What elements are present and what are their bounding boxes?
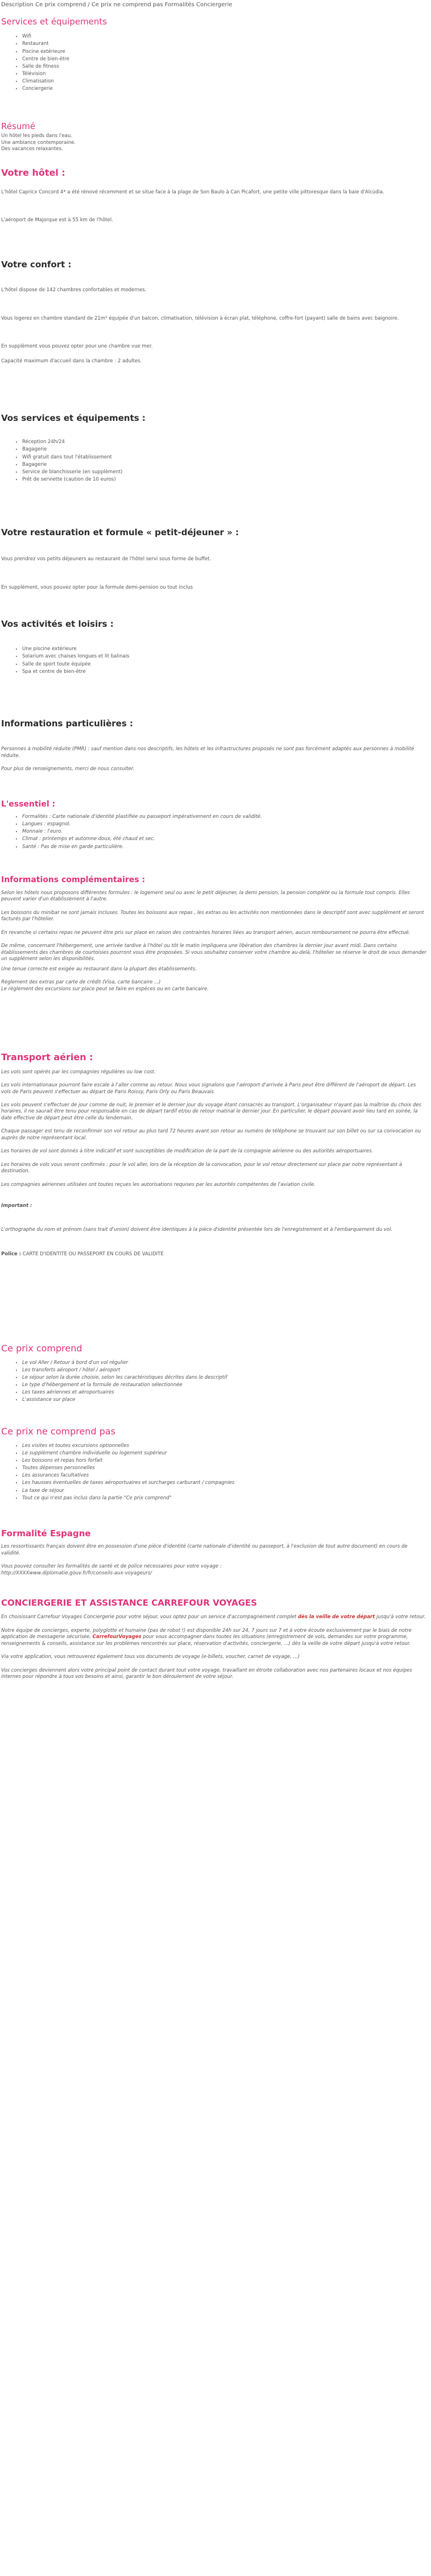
list-item: • La taxe de séjour — [22, 1487, 426, 1495]
essentiel-section — [1, 799, 426, 851]
transport-operators: Les vols sont opérés par les compagnies régulières ou low cost. — [1, 1069, 156, 1075]
resume-line: Des vacances relaxantes. — [1, 146, 63, 152]
vos-services-list — [1, 439, 426, 483]
confort-title: Votre confort : — [1, 259, 72, 270]
ne-comprend-section — [1, 1425, 426, 1502]
list-item: • Solarium avec chaises longues et lit balinais — [22, 653, 426, 660]
list-item: • Les hausses éventuelles de taxes aéroportuaires et surcharges carburant / compagnies — [22, 1479, 426, 1487]
confort-room-details: Vous logerez en chambre standard de 21m² équipée d'un balcon, climatisation, télévision à écran plat, téléphone, coffre-fort (payant) salle de bains avec baignoire. — [1, 315, 399, 321]
important-label: Important : — [1, 1203, 32, 1209]
conciergerie-documents: Via votre application, vous retrouverez également tous vos documents de voyage (e-billets, voucher, carnet de voyage, ...) — [1, 1654, 300, 1660]
complementaires-section — [1, 875, 426, 993]
conciergerie-contact: Vos concierges deviennent alors votre principal point de contact durant tout votre voyage, travaillant en étroite collaboration avec nos partenaires locaux et nos équipes internes pour répondre à tous vos besoins et ainsi, garantir le bon déroulement de votre séjour. — [1, 1667, 412, 1680]
complementaires-title: Informations complémentaires : — [1, 875, 146, 884]
confort-sea-view: En supplément vous pouvez opter pour une chambre vue mer. — [1, 344, 153, 350]
particulieres-title: Informations particulières : — [1, 718, 134, 729]
list-item: • Les transferts aéroport / hôtel / aéroport — [22, 1367, 426, 1374]
conciergerie-intro — [1, 1614, 426, 1620]
conciergerie-intro-c: jusqu'à votre retour. — [375, 1614, 426, 1620]
ne-comprend-list — [1, 1442, 426, 1502]
list-item: • Conciergerie — [22, 85, 426, 93]
complementaires-payment: Règlement des extras par carte de crédit (Visa, carte bancaire ...) — [1, 979, 161, 986]
conciergerie-team — [1, 1628, 426, 1647]
transport-authorizations: Les compagnies aériennes utilisées ont toutes reçues les autorisations requises par les autorités compétentes de l'aviation civile. — [1, 1181, 316, 1188]
list-item: • Climatisation — [22, 78, 426, 85]
list-item: • Le vol Aller / Retour à bord d'un vol régulier — [22, 1359, 426, 1367]
list-item: • L'assistance sur place — [22, 1396, 426, 1404]
list-item: • Salle de fitness — [22, 63, 426, 71]
list-item: • Restaurant — [22, 40, 426, 48]
formalite-section — [1, 1528, 426, 1577]
list-item: • Monnaie : l'euro. — [22, 828, 426, 836]
transport-reconfirm: Chaque passager est tenu de reconfirmer son vol retour au plus tard 72 heures avant son retour au numéro de téléphone se trouvant sur son billet ou sur sa convocation ou auprès de notre représentant local. — [1, 1128, 421, 1141]
restauration-section — [1, 527, 426, 591]
complementaires-dress-code: Une tenue correcte est exigée au restaurant dans la plupart des établissements. — [1, 966, 197, 972]
list-item: • Une piscine extérieure — [22, 646, 426, 653]
list-item: • Toutes dépenses personnelles — [22, 1465, 426, 1472]
restauration-title: Votre restauration et formule « petit-déjeuner » : — [1, 527, 239, 537]
transport-section — [1, 1051, 426, 1258]
conciergerie-intro-a: En choisissant Carrefour Voyages Conciergerie pour votre séjour, vous optez pour un service d'accompagnement complet — [1, 1614, 298, 1620]
confort-rooms: L'hôtel dispose de 142 chambres confortables et modernes. — [1, 287, 147, 293]
essentiel-list — [1, 813, 426, 851]
list-item: • Les visites et toutes excursions optionnelles — [22, 1442, 426, 1450]
particulieres-contact: Pour plus de renseignements, merci de nous consulter. — [1, 766, 135, 772]
complementaires-excursions: Le règlement des excursions sur place peut se faire en espèces ou en carte bancaire. — [1, 986, 209, 992]
transport-title: Transport aérien : — [1, 1052, 93, 1062]
list-item: • Wifi gratuit dans tout l'établissement — [22, 454, 426, 461]
services-section — [1, 16, 426, 93]
list-item: • Les boissons et repas hors forfait — [22, 1457, 426, 1465]
breadcrumb[interactable]: Description Ce prix comprend / Ce prix ne comprend pas Formalités Conciergerie — [1, 2, 233, 8]
formalite-consult: Vous pouvez consulter les formalités de santé et de police nécessaires pour votre voyage : — [1, 1564, 222, 1570]
transport-stopovers: Les vols internationaux pourront faire escale à l'aller comme au retour. Nous vous signalons que l'aéroport d'arrivée à Paris peut être différent de l'aéroport de départ. Les vols de Paris peuvent s'effectuer au départ de Paris Roissy, Paris Orly ou Paris Beauvais. — [1, 1082, 416, 1095]
vos-services-section — [1, 412, 426, 483]
complementaires-checkout: De même, concernant l'hébergement, une arrivée tardive à l'hôtel ou tôt le matin impliquera une libération des chambres la dernier jour avant midi. Dans certains établissements des chambres de courtoisies pourront vous être proposées. Si vous souhaitez conserver votre chambre au-delà, l'hôtelier se réserve le droit de vous demander un supplément selon les disponibilités. — [1, 943, 426, 962]
resume-title: Résumé — [1, 121, 36, 131]
particulieres-section — [1, 718, 426, 773]
police-text: CARTE D'IDENTITE OU PASSEPORT EN COURS DE VALIDITE — [22, 1251, 164, 1258]
transport-schedule: Les vols peuvent s'effectuer de jour comme de nuit, le premier et le dernier jour du voyage étant consacrés au transport. L'organisateur n'ayant pas la maîtrise du choix des horaires, il ne saurait être tenu pour responsable en cas de départ tardif et/ou de retour matinal le dernier jour. En particulier, le départ pouvant avoir lieu tard en soirée, la date effective de départ peut être celle du lendemain. — [1, 1102, 421, 1121]
resume-section — [1, 121, 426, 153]
conciergerie-team-a: Notre équipe de concierges, experte, polyglotte et humaine (pas de robot !) est disponible 24h sur 24, 7 jours sur 7 et à votre écoute exclusivement par le biais de notre application de messagerie sécurisée, — [1, 1627, 412, 1640]
hotel-title: Votre hôtel : — [1, 167, 65, 178]
activites-title: Vos activités et loisirs : — [1, 619, 114, 629]
transport-times: Les horaires de vol sont donnés à titre indicatif et sont susceptibles de modification de la part de la compagnie aérienne ou des autorités aéroportuaires. — [1, 1148, 374, 1155]
hotel-airport: L'aéroport de Majorque est à 55 km de l'hôtel. — [1, 217, 113, 224]
resume-line: Une ambiance contemporaine. — [1, 139, 76, 146]
list-item: • Bagagerie — [22, 446, 426, 453]
complementaires-formulas: Selon les hôtels nous proposons différentes formules : le logement seul ou avec le petit déjeuner, la demi pension, la pension complète ou la formule tout compris. Elles peuvent varier d'un établissement à l'autre. — [1, 890, 410, 903]
formalite-link[interactable]: http://XXXXwww.diplomatie.gouv.fr/fr/conseils-aux-voyageurs/ — [1, 1570, 152, 1576]
list-item: • Prêt de serviette (caution de 10 euros) — [22, 476, 426, 483]
resume-line: Un hôtel les pieds dans l'eau. — [1, 133, 73, 139]
list-item: • Réception 24h/24 — [22, 439, 426, 446]
services-list — [1, 33, 426, 93]
restauration-breakfast: Vous prendrez vos petits déjeuners au restaurant de l'hôtel servi sous forme de buffet. — [1, 556, 212, 563]
complementaires-minibar: Les boissons du minibar ne sont jamais incluses. Toutes les boissons aux repas , les extras ou les activités non mentionnées dans le descriptif sont avec supplément et seront facturés par l'hôtelier. — [1, 909, 424, 923]
comprend-list — [1, 1359, 426, 1404]
conciergerie-intro-highlight: dès la veille de votre départ — [297, 1614, 375, 1620]
activites-list — [1, 646, 426, 676]
list-item: • Climat : printemps et automne doux, été chaud et sec. — [22, 836, 426, 843]
conciergerie-section — [1, 1597, 426, 1681]
activites-section — [1, 618, 426, 676]
conciergerie-team-c: pour vous accompagner dans toutes les situations (enregistrement de vols, demandes sur votre programme, renseignements & conseils, assistance sur les problèmes rencontrés sur place, réservation d'activités, conciergerie, ...) dès la veille de votre départ jusqu'à votre retour. — [1, 1634, 411, 1647]
complementaires-meals: En revanche si certains repas ne peuvent être pris sur place en raison des contraintes horaires liées au transport aérien, aucun remboursement ne pourra être effectué. — [1, 929, 411, 936]
essentiel-title: L'essentiel : — [1, 800, 56, 809]
confort-section — [1, 259, 426, 365]
conciergerie-title: CONCIERGERIE ET ASSISTANCE CARREFOUR VOYAGES — [1, 1598, 258, 1608]
comprend-section — [1, 1342, 426, 1404]
list-item: • Spa et centre de bien-être — [22, 668, 426, 676]
list-item: • Tout ce qui n'est pas inclus dans la partie "Ce prix comprend" — [22, 1495, 426, 1502]
list-item: • Centre de bien-être — [22, 56, 426, 63]
list-item: • Salle de sport toute équipée — [22, 661, 426, 668]
formalite-title: Formalité Espagne — [1, 1528, 91, 1539]
list-item: • Langues : espagnol. — [22, 821, 426, 828]
list-item: • Le séjour selon la durée choisie, selon les caractéristiques décrites dans le descriptif — [22, 1374, 426, 1382]
list-item: • Le supplément chambre individuelle ou logement supérieur — [22, 1450, 426, 1457]
list-item: • Santé : Pas de mise en garde particulière. — [22, 843, 426, 851]
formalite-id: Les ressortissants français doivent être en possession d'une pièce d'identité (carte nationale d'identité ou passeport, à l'exclusion de tout autre document) en cours de validité. — [1, 1544, 408, 1556]
list-item: • Télévision — [22, 71, 426, 78]
vos-services-title: Vos services et équipements : — [1, 413, 146, 423]
comprend-title: Ce prix comprend — [1, 1343, 82, 1354]
list-item: • Piscine extérieure — [22, 48, 426, 56]
list-item: • Le type d'hébergement et la formule de restauration sélectionnée — [22, 1382, 426, 1389]
transport-confirmation: Les horaires de vols vous seront confirmés : pour le vol aller, lors de la réception de la convocation, pour le vol retour directement sur place par notre représentant à destination. — [1, 1161, 403, 1175]
services-title: Services et équipements — [1, 16, 107, 27]
particulieres-pmr: Personnes à mobilité réduite (PMR) : sauf mention dans nos descriptifs, les hôtels et les infrastructures proposés ne sont pas forcément adaptés aux personnes à mobilité réduite. — [1, 746, 415, 759]
list-item: • Les taxes aériennes et aéroportuaires — [22, 1389, 426, 1396]
list-item: • Les assurances facultatives — [22, 1472, 426, 1479]
confort-capacity: Capacité maximum d'accueil dans la chambre : 2 adultes. — [1, 358, 142, 364]
transport-name-spelling: L'orthographe du nom et prénom (sans trait d'union) doivent être identiques à la pièce d'identité présentée lors de l'enregistrement et à l'embarquement du vol. — [1, 1226, 393, 1233]
list-item: • Formalités : Carte nationale d'identité plastifiée ou passeport impérativement en cours de validité. — [22, 813, 426, 821]
hotel-description: L'hôtel Capricx Concord 4* a été rénové récemment et se situe face à la plage de Son Baulo à Can Picafort, une petite ville pittoresque dans la baie d'Alcúdia. — [1, 189, 384, 195]
ne-comprend-title: Ce prix ne comprend pas — [1, 1426, 115, 1437]
hotel-section — [1, 167, 426, 224]
list-item: • Bagagerie — [22, 461, 426, 469]
list-item: • Wifi — [22, 33, 426, 40]
restauration-options: En supplément, vous pouvez opter pour la formule demi-pension ou tout inclus — [1, 584, 193, 590]
conciergerie-app-name: CarrefourVoyages — [92, 1634, 142, 1640]
list-item: • Service de blanchisserie (en supplément) — [22, 469, 426, 476]
police-label: Police : — [1, 1251, 22, 1258]
